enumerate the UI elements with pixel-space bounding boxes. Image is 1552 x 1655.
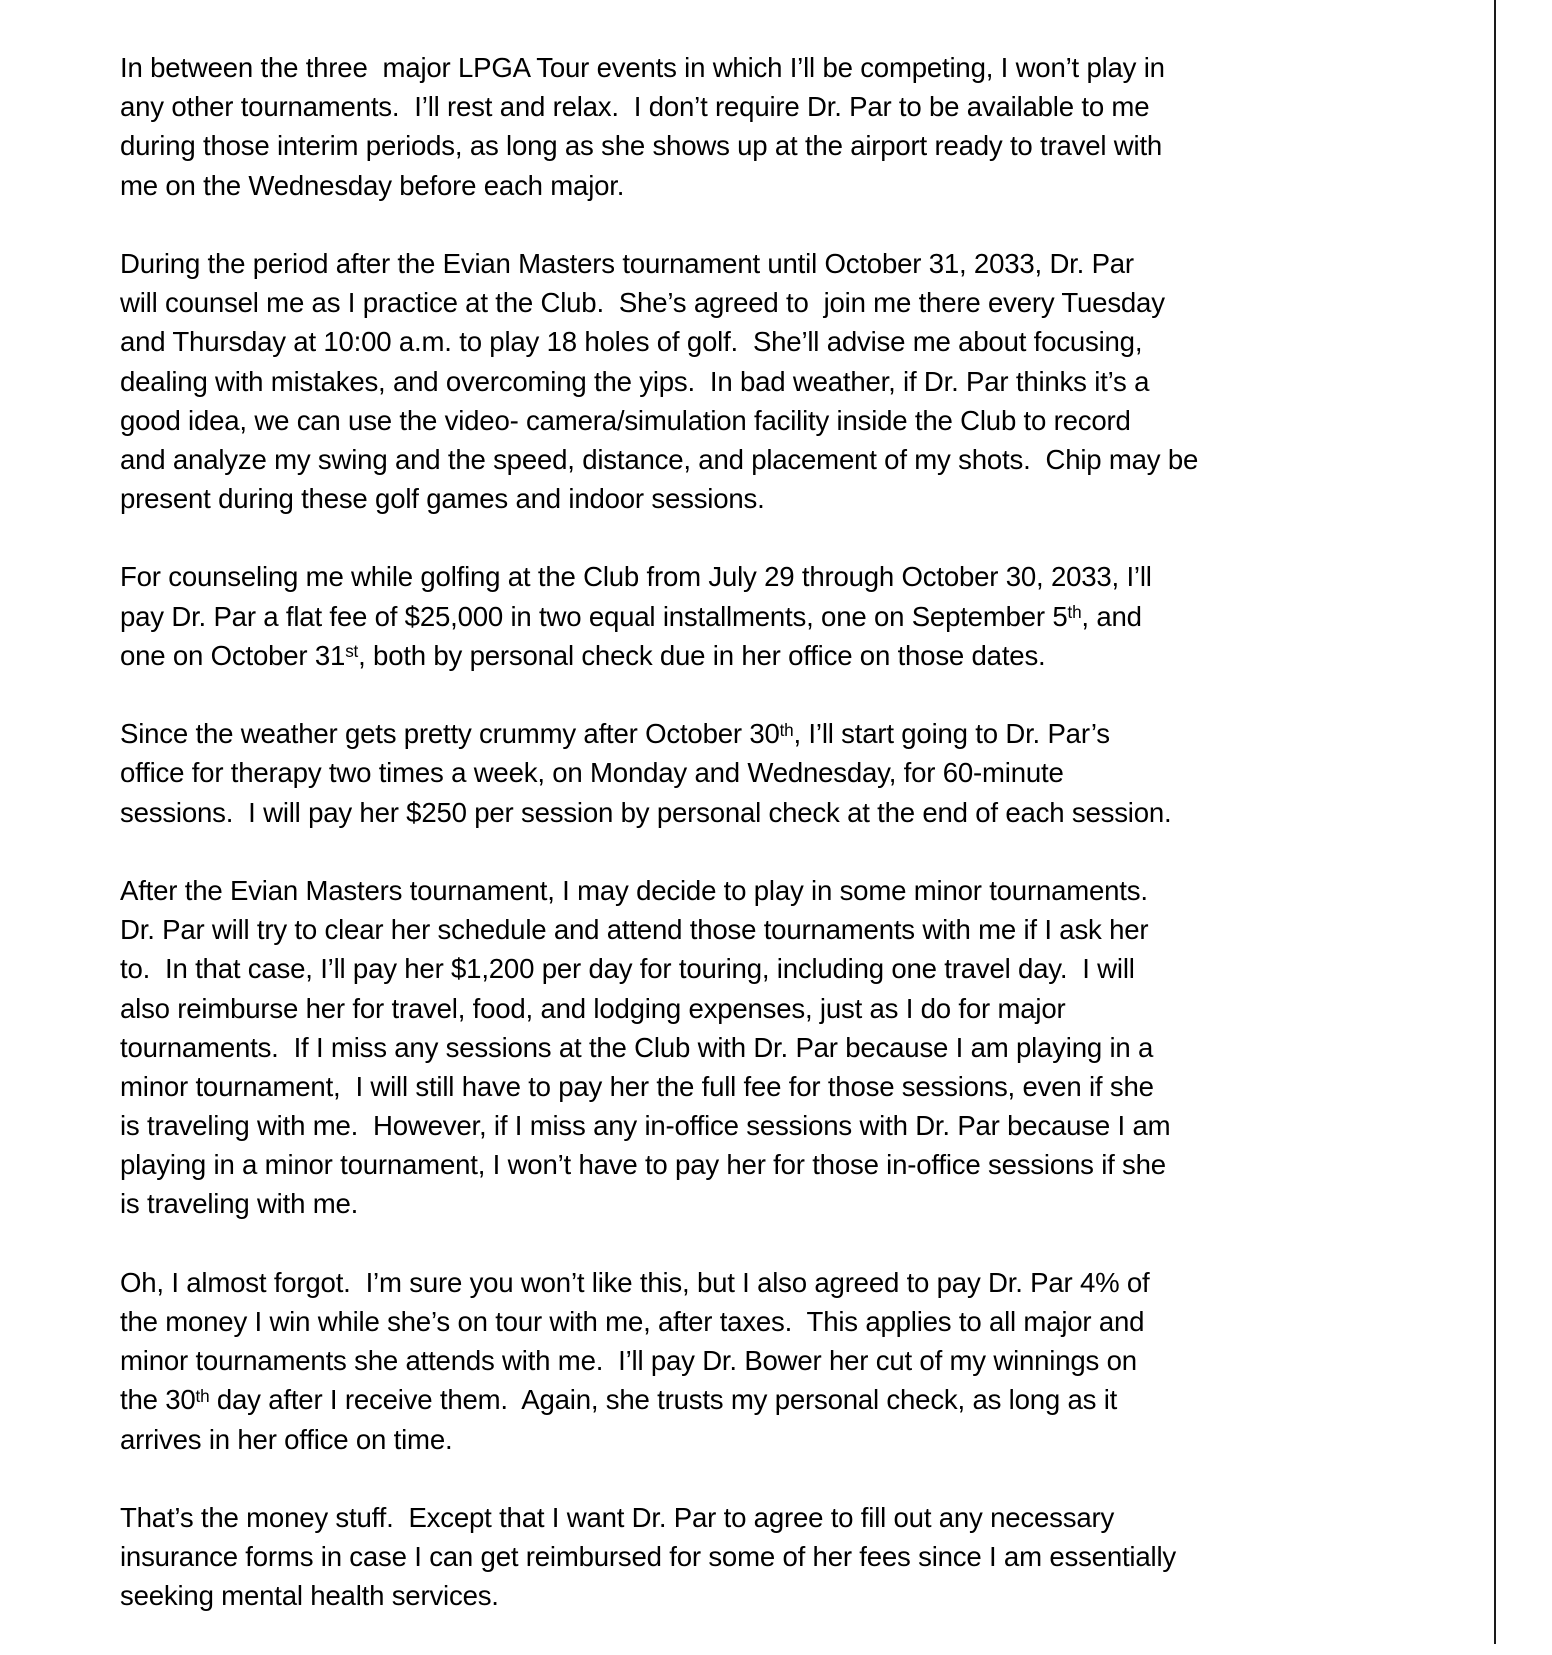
text-line xyxy=(120,871,1285,910)
text-line xyxy=(120,1263,1285,1302)
text-line xyxy=(120,714,1285,753)
text-run: and Thursday at 10:00 a.m. to play 18 holes of golf. She’ll advise me about focusing, xyxy=(120,326,1143,358)
text-line xyxy=(120,989,1285,1028)
paragraph xyxy=(120,48,1285,205)
text-line xyxy=(120,322,1285,361)
text-line xyxy=(120,1380,1285,1419)
document-body xyxy=(120,48,1285,1655)
text-run: the 30 xyxy=(120,1384,196,1416)
text-run: will counsel me as I practice at the Club. She’s agreed to join me there every Tuesday xyxy=(120,287,1165,319)
ordinal-superscript: th xyxy=(195,1386,210,1406)
text-run: seeking mental health services. xyxy=(120,1580,499,1612)
text-run: and analyze my swing and the speed, distance, and placement of my shots. Chip may be xyxy=(120,443,1199,475)
text-line xyxy=(120,362,1285,401)
text-line xyxy=(120,126,1285,165)
text-line xyxy=(120,283,1285,322)
text-run: the money I win while she’s on tour with me, after taxes. This applies to all major and xyxy=(120,1306,1145,1337)
text-line xyxy=(120,1302,1285,1341)
text-line xyxy=(120,1341,1285,1380)
text-line xyxy=(120,87,1285,126)
text-run: any other tournaments. I’ll rest and relax. I don’t require Dr. Par to be available to me xyxy=(120,91,1150,123)
text-run: insurance forms in case I can get reimbursed for some of her fees since I am essentially xyxy=(120,1541,1176,1573)
text-run: Since the weather gets pretty crummy after October 30 xyxy=(120,718,780,750)
paragraph xyxy=(120,557,1285,675)
text-run: to. In that case, I’ll pay her $1,200 per day for touring, including one travel day. I will xyxy=(120,953,1135,985)
paragraph xyxy=(120,871,1285,1224)
text-run: during those interim periods, as long as she shows up at the airport ready to travel with xyxy=(120,130,1163,162)
text-run: is traveling with me. xyxy=(120,1188,359,1220)
text-run: also reimburse her for travel, food, and lodging expenses, just as I do for major xyxy=(120,992,1066,1024)
text-run: present during these golf games and indoor sessions. xyxy=(120,483,765,515)
text-run: playing in a minor tournament, I won’t have to pay her for those in-office sessions if she xyxy=(120,1149,1166,1181)
ordinal-superscript: th xyxy=(779,720,794,740)
text-run: During the period after the Evian Masters tournament until October 31, 2033, Dr. Par xyxy=(120,247,1134,279)
text-run: pay Dr. Par a flat fee of $25,000 in two equal installments, one on September 5 xyxy=(120,600,1068,632)
text-run: office for therapy two times a week, on Monday and Wednesday, for 60-minute xyxy=(120,757,1064,789)
text-line xyxy=(120,949,1285,988)
text-line xyxy=(120,636,1285,675)
text-line xyxy=(120,1067,1285,1106)
text-line xyxy=(120,1184,1285,1223)
text-run: , both by personal check due in her office on those dates. xyxy=(358,639,1046,671)
text-line xyxy=(120,1420,1285,1459)
text-run: arrives in her office on time. xyxy=(120,1423,453,1455)
text-run: day after I receive them. Again, she trusts my personal check, as long as it xyxy=(209,1384,1118,1416)
text-line xyxy=(120,440,1285,479)
text-line xyxy=(120,1537,1285,1576)
text-run: one on October 31 xyxy=(120,639,346,671)
ordinal-superscript: st xyxy=(345,642,359,662)
page-edge-line xyxy=(1494,0,1496,1644)
text-run: minor tournament, I will still have to pay her the full fee for those sessions, even if she xyxy=(120,1070,1154,1102)
paragraph xyxy=(120,714,1285,832)
text-line xyxy=(120,1106,1285,1145)
text-line xyxy=(120,1576,1285,1615)
text-run: , I’ll start going to Dr. Par’s xyxy=(793,718,1110,750)
text-line xyxy=(120,753,1285,792)
text-line xyxy=(120,166,1285,205)
text-run: good idea, we can use the video- camera/simulation facility inside the Club to record xyxy=(120,404,1131,436)
text-run: That’s the money stuff. Except that I want Dr. Par to agree to fill out any necessary xyxy=(120,1501,1115,1533)
text-line xyxy=(120,401,1285,440)
text-run: Dr. Par will try to clear her schedule and attend those tournaments with me if I ask her xyxy=(120,914,1149,946)
text-line xyxy=(120,557,1285,596)
text-run: , and xyxy=(1081,600,1142,632)
text-line xyxy=(120,1498,1285,1537)
text-run: dealing with mistakes, and overcoming the yips. In bad weather, if Dr. Par thinks it’s a xyxy=(120,365,1150,397)
text-run: sessions. I will pay her $250 per session by personal check at the end of each session. xyxy=(120,796,1172,828)
ordinal-superscript: th xyxy=(1067,602,1082,622)
text-run: tournaments. If I miss any sessions at the Club with Dr. Par because I am playing in a xyxy=(120,1031,1154,1063)
text-run: is traveling with me. However, if I miss any in-office sessions with Dr. Par because I am xyxy=(120,1110,1171,1142)
text-line xyxy=(120,48,1285,87)
paragraph xyxy=(120,1263,1285,1459)
paragraph xyxy=(120,244,1285,518)
text-run: In between the three major LPGA Tour events in which I’ll be competing, I won’t play in xyxy=(120,52,1165,83)
paragraph xyxy=(120,1498,1285,1616)
text-run: After the Evian Masters tournament, I may decide to play in some minor tournaments. xyxy=(120,874,1148,906)
text-run: minor tournaments she attends with me. I’ll pay Dr. Bower her cut of my winnings on xyxy=(120,1345,1137,1377)
text-run: For counseling me while golfing at the Club from July 29 through October 30, 2033, I’ll xyxy=(120,561,1152,593)
text-line xyxy=(120,479,1285,518)
text-run: me on the Wednesday before each major. xyxy=(120,169,625,201)
text-line xyxy=(120,597,1285,636)
text-line xyxy=(120,244,1285,283)
text-line xyxy=(120,1028,1285,1067)
text-line xyxy=(120,1145,1285,1184)
text-line xyxy=(120,793,1285,832)
text-line xyxy=(120,910,1285,949)
text-run: Oh, I almost forgot. I’m sure you won’t like this, but I also agreed to pay Dr. Par 4% of xyxy=(120,1266,1150,1298)
